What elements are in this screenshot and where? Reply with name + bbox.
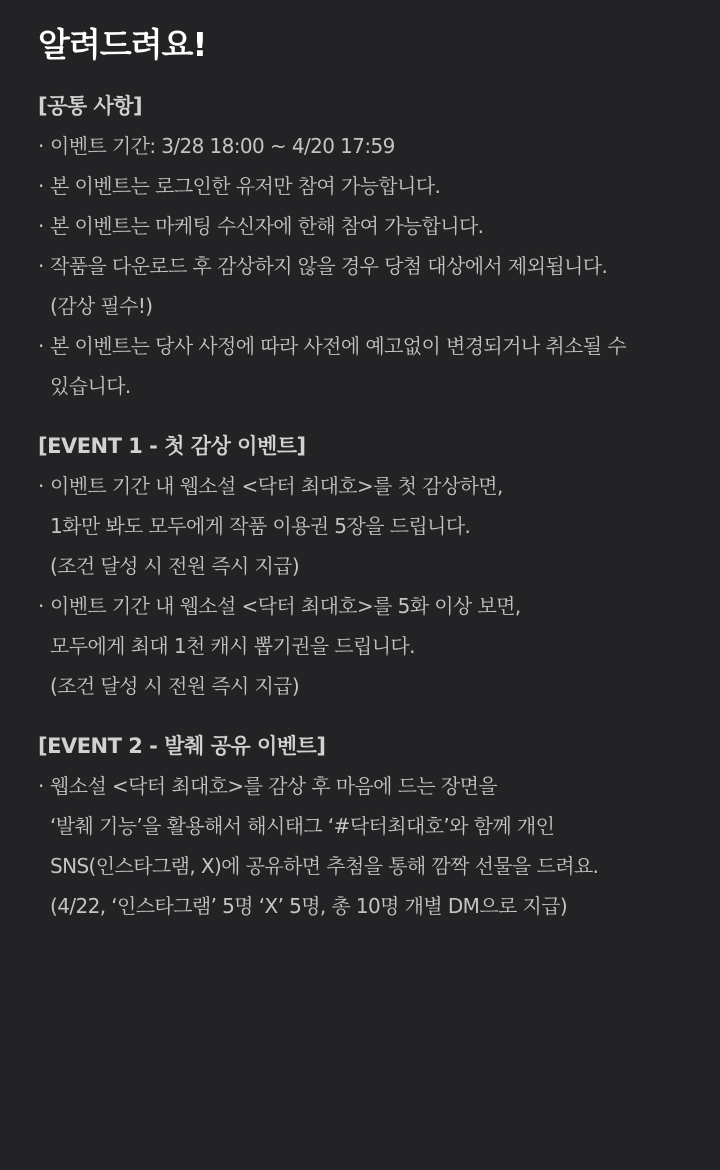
list-item bbox=[38, 766, 688, 806]
list-item-continuation: 1화만 봐도 모두에게 작품 이용권 5장을 드립니다. bbox=[50, 514, 471, 538]
list-item bbox=[38, 586, 688, 626]
list-item bbox=[38, 466, 688, 506]
notice-content bbox=[38, 22, 688, 946]
list-item-continuation: (조건 달성 시 전원 즉시 지급) bbox=[50, 674, 300, 698]
list-item-text: 본 이벤트는 마케팅 수신자에 한해 참여 가능합니다. bbox=[50, 214, 484, 238]
section-common bbox=[38, 86, 688, 406]
list-item-continuation: (조건 달성 시 전원 즉시 지급) bbox=[50, 554, 300, 578]
list-item-text: 본 이벤트는 로그인한 유저만 참여 가능합니다. bbox=[50, 174, 441, 198]
page-title: 알려드려요! bbox=[38, 25, 207, 64]
bullet: · bbox=[38, 334, 44, 358]
list-item-text: 이벤트 기간: 3/28 18:00 ~ 4/20 17:59 bbox=[50, 134, 395, 158]
list-item-text: 이벤트 기간 내 웹소설 <닥터 최대호>를 5화 이상 보면, bbox=[50, 594, 521, 618]
list-item-continuation: (4/22, ‘인스타그램’ 5명 ‘X’ 5명, 총 10명 개별 DM으로 지급) bbox=[50, 894, 568, 918]
list-item bbox=[38, 246, 688, 286]
list-item bbox=[38, 126, 688, 166]
list-item-text: 본 이벤트는 당사 사정에 따라 사전에 예고없이 변경되거나 취소될 수 bbox=[50, 334, 626, 358]
list-item-text: 작품을 다운로드 후 감상하지 않을 경우 당첨 대상에서 제외됩니다. bbox=[50, 254, 608, 278]
bullet: · bbox=[38, 774, 44, 798]
section-event2 bbox=[38, 726, 688, 926]
bullet: · bbox=[38, 214, 44, 238]
section-event1 bbox=[38, 426, 688, 706]
section-heading-event2: [EVENT 2 - 발췌 공유 이벤트] bbox=[38, 734, 326, 758]
list-item-continuation: 모두에게 최대 1천 캐시 뽑기권을 드립니다. bbox=[50, 634, 415, 658]
section-heading-event1: [EVENT 1 - 첫 감상 이벤트] bbox=[38, 434, 306, 458]
list-item-continuation: ‘발췌 기능’을 활용해서 해시태그 ‘#닥터최대호’와 함께 개인 bbox=[50, 814, 555, 838]
list-item-text: 웹소설 <닥터 최대호>를 감상 후 마음에 드는 장면을 bbox=[50, 774, 498, 798]
bullet: · bbox=[38, 594, 44, 618]
bullet: · bbox=[38, 254, 44, 278]
list-item bbox=[38, 326, 688, 366]
bullet: · bbox=[38, 134, 44, 158]
bullet: · bbox=[38, 474, 44, 498]
list-item-text: 이벤트 기간 내 웹소설 <닥터 최대호>를 첫 감상하면, bbox=[50, 474, 503, 498]
list-item bbox=[38, 166, 688, 206]
section-heading-common: [공통 사항] bbox=[38, 94, 143, 118]
list-item bbox=[38, 206, 688, 246]
bullet: · bbox=[38, 174, 44, 198]
list-item-continuation: 있습니다. bbox=[50, 374, 131, 398]
list-item-continuation: (감상 필수!) bbox=[50, 294, 153, 318]
list-item-continuation: SNS(인스타그램, X)에 공유하면 추첨을 통해 깜짝 선물을 드려요. bbox=[50, 854, 599, 878]
